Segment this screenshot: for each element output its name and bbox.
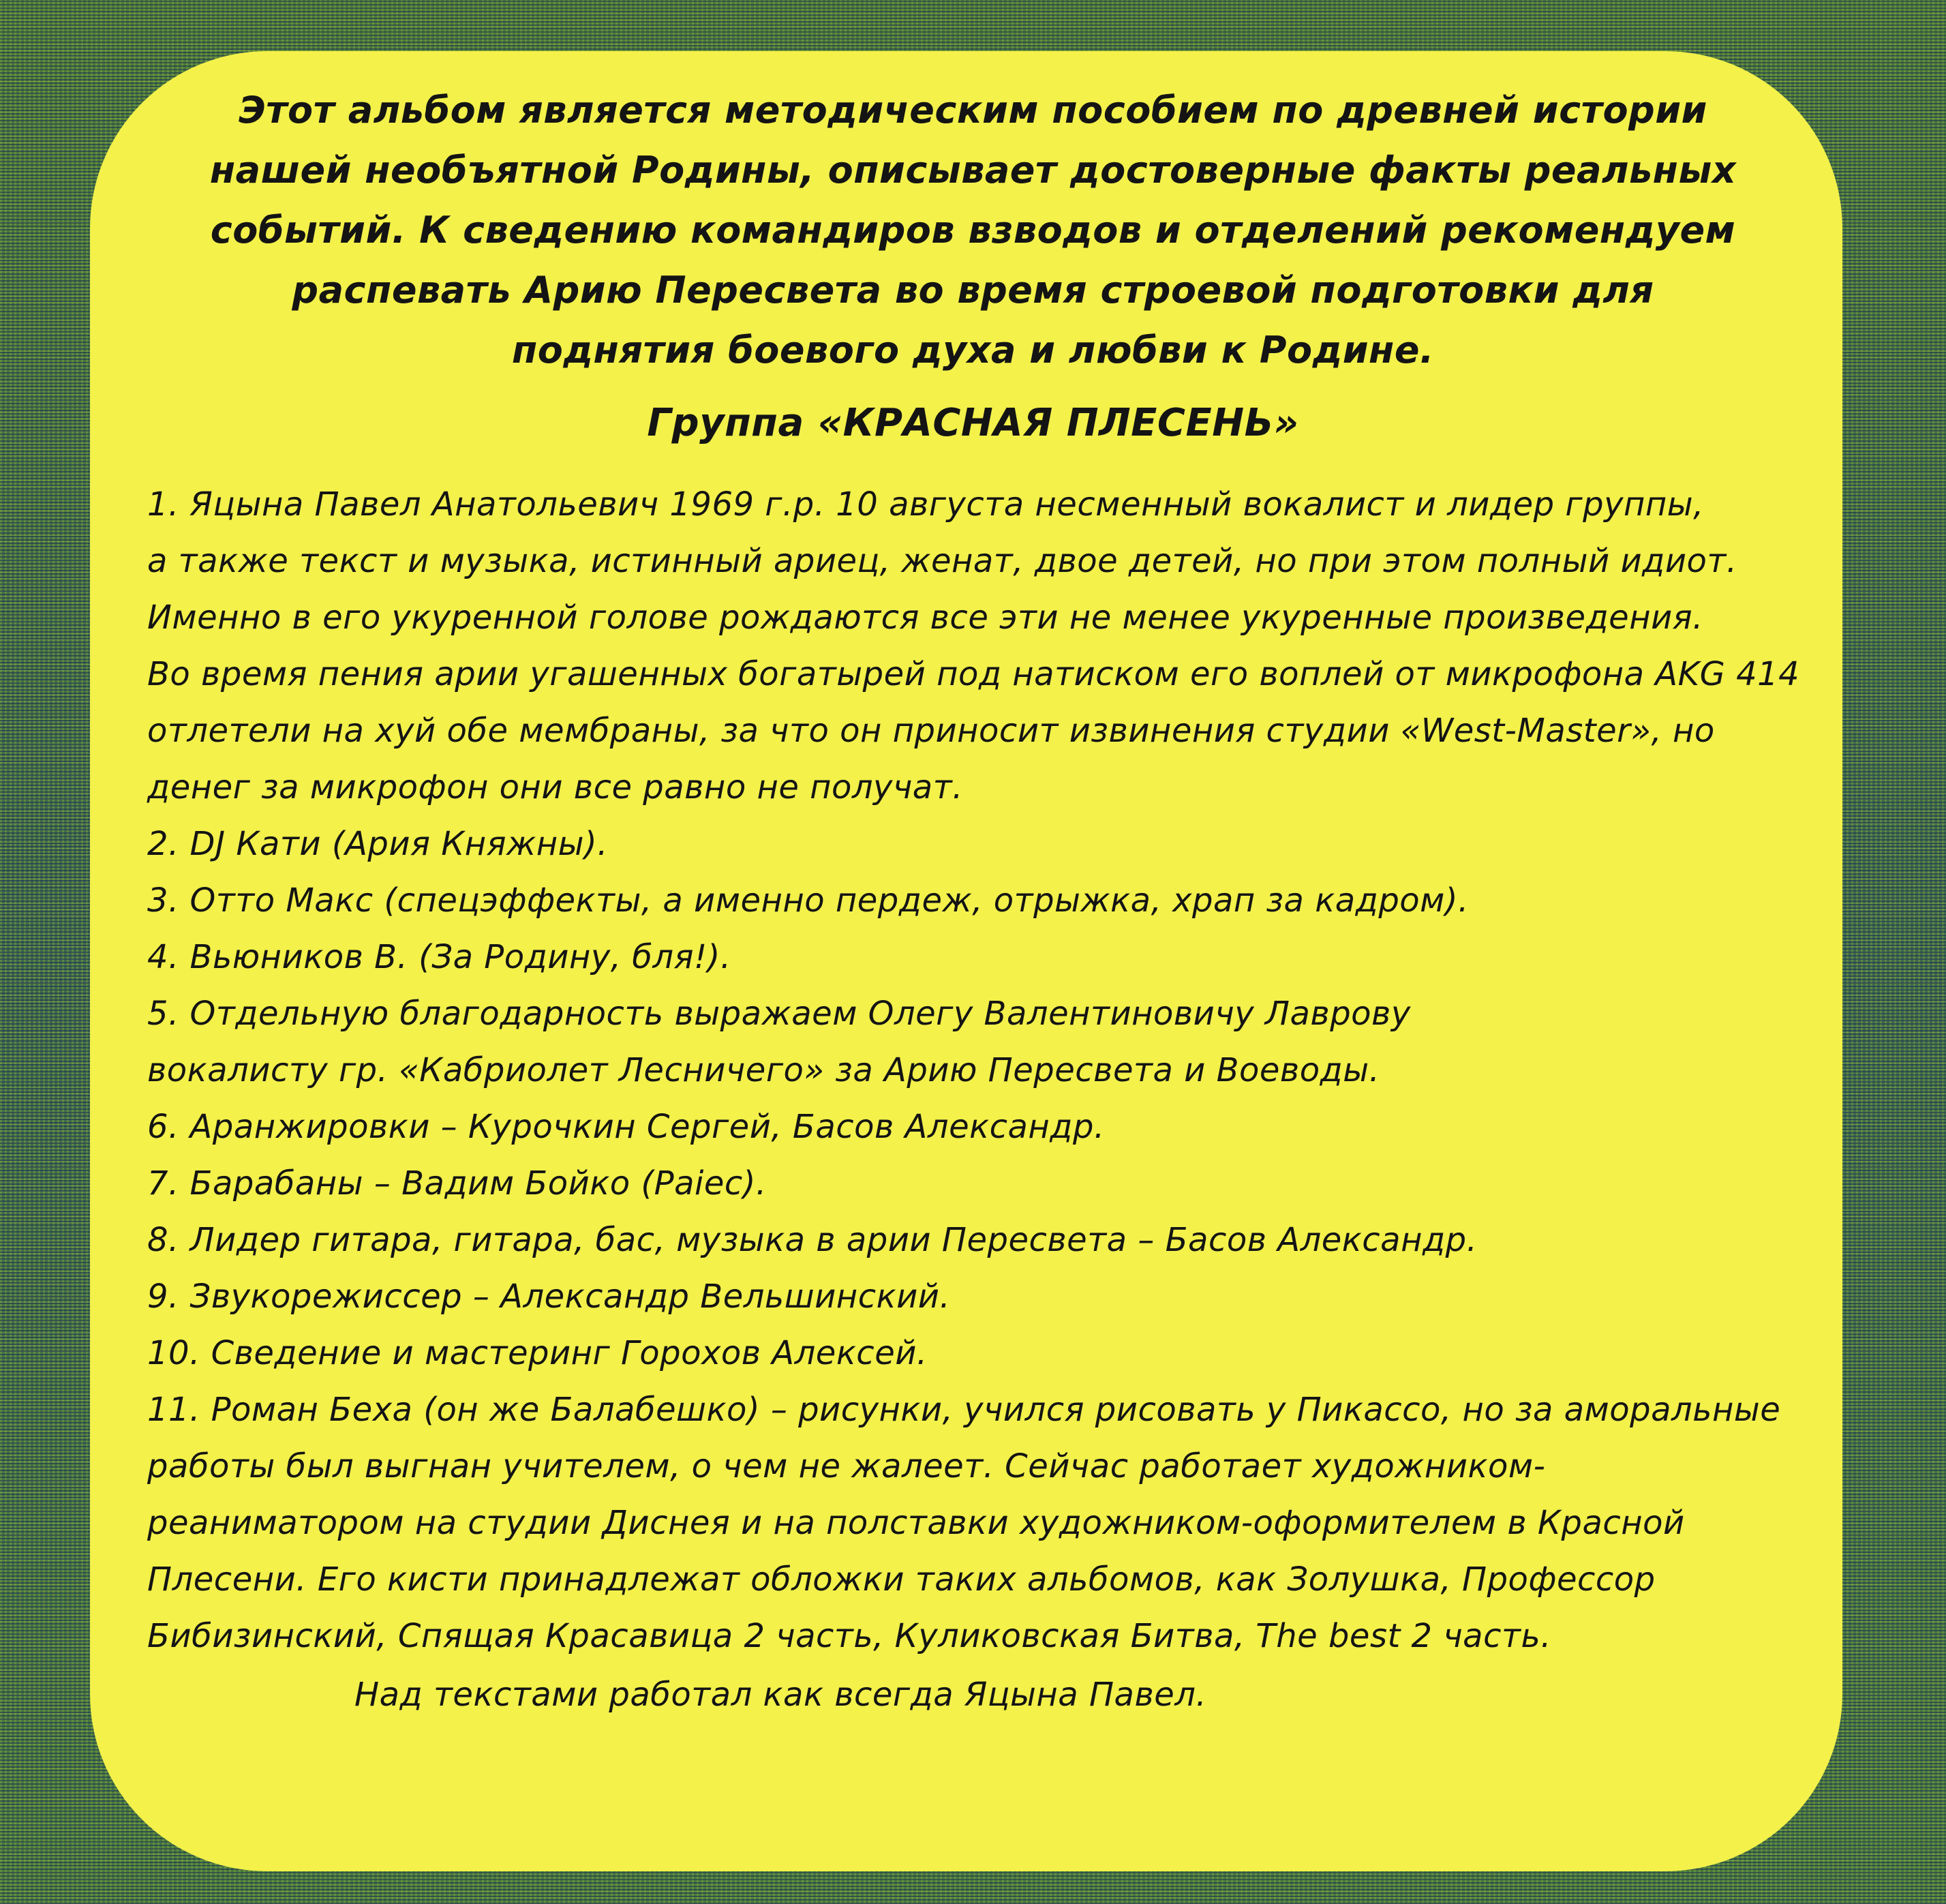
credit-line: 8. Лидер гитара, гитара, бас, музыка в арии Пересвета – Басов Александр. [147, 1221, 1478, 1259]
credit-line: а также текст и музыка, истинный ариец, женат, двое детей, но при этом полный идиот. [147, 542, 1737, 580]
credit-line: отлетели на хуй обе мембраны, за что он приносит извинения студии «West-Master», но [147, 712, 1715, 750]
credit-line: Во время пения арии угашенных богатырей под натиском его воплей от микрофона AKG 414 [147, 655, 1800, 693]
intro-line: Этот альбом является методическим пособием по древней истории [239, 89, 1707, 132]
credit-line: реаниматором на студии Диснея и на полставки художником-оформителем в Красной [147, 1504, 1685, 1542]
credit-line: 10. Сведение и мастеринг Горохов Алексей. [147, 1334, 928, 1372]
credit-line: Именно в его укуренной голове рождаются все эти не менее укуренные произведения. [147, 599, 1703, 637]
credit-line: 2. DJ Кати (Ария Княжны). [147, 825, 609, 863]
credit-line: 3. Отто Макс (спецэффекты, а именно пердеж, отрыжка, храп за кадром). [147, 881, 1469, 920]
credit-line: 11. Роман Беха (он же Балабешко) – рисунки, учился рисовать у Пикассо, но за аморальные [147, 1391, 1781, 1429]
credit-line: 4. Вьюников В. (За Родину, бля!). [147, 938, 731, 976]
footer-note: Над текстами работал как всегда Яцына Павел. [354, 1676, 1207, 1714]
intro-line: событий. К сведению командиров взводов и отделений рекомендуем [210, 209, 1736, 252]
credit-line: 5. Отдельную благодарность выражаем Олегу Валентиновичу Лаврову [147, 995, 1411, 1033]
credit-line: денег за микрофон они все равно не получат. [147, 768, 963, 806]
credit-line: 7. Барабаны – Вадим Бойко (Раіес). [147, 1164, 767, 1203]
credit-line: Бибизинский, Спящая Красавица 2 часть, Куликовская Битва, The best 2 часть. [147, 1617, 1551, 1655]
intro-line: нашей необъятной Родины, описывает достоверные факты реальных [209, 149, 1737, 192]
credit-line: вокалисту гр. «Кабриолет Лесничего» за Арию Пересвета и Воеводы. [147, 1051, 1380, 1089]
credit-line: 1. Яцына Павел Анатольевич 1969 г.р. 10 августа несменный вокалист и лидер группы, [147, 485, 1704, 524]
intro-line: распевать Арию Пересвета во время строевой подготовки для [292, 269, 1654, 312]
credit-line: работы был выгнан учителем, о чем не жалеет. Сейчас работает художником- [147, 1447, 1546, 1485]
intro-line: поднятия боевого духа и любви к Родине. [511, 329, 1435, 372]
credit-line: Плесени. Его кисти принадлежат обложки таких альбомов, как Золушка, Профессор [147, 1560, 1656, 1599]
credit-line: 6. Аранжировки – Курочкин Сергей, Басов Александр. [147, 1108, 1105, 1146]
band-heading: Группа «КРАСНАЯ ПЛЕСЕНЬ» [647, 401, 1299, 445]
credit-line: 9. Звукорежиссер – Александр Вельшинский. [147, 1278, 951, 1316]
